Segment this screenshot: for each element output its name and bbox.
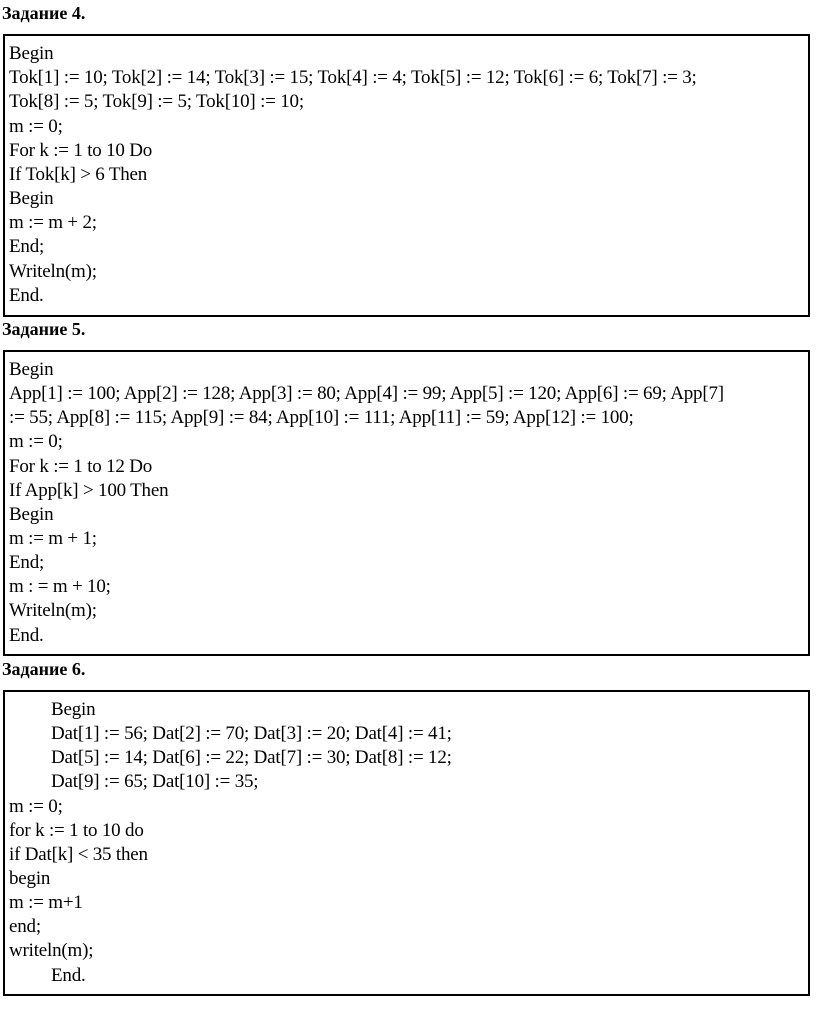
code-line: if Dat[k] < 35 then: [9, 844, 148, 865]
code-line: m := 0;: [9, 116, 63, 137]
code-line: Begin: [51, 699, 96, 720]
code-line: Begin: [9, 359, 54, 380]
code-line: App[1] := 100; App[2] := 128; App[3] := 80; App[4] := 99; App[5] := 120; App[6] := 69; App[7]: [9, 383, 724, 404]
code-line: begin: [9, 868, 51, 889]
code-line: For k := 1 to 10 Do: [9, 140, 153, 161]
code-line: End;: [9, 552, 45, 573]
code-line: Begin: [9, 188, 54, 209]
code-line: m := m+1: [9, 892, 83, 913]
code-line: m := m + 1;: [9, 528, 97, 549]
code-line: end;: [9, 916, 41, 937]
code-line: m := 0;: [9, 796, 63, 817]
code-line: End;: [9, 236, 45, 257]
code-line: writeln(m);: [9, 940, 94, 961]
code-line: m := m + 2;: [9, 212, 97, 233]
code-line: If Tok[k] > 6 Then: [9, 164, 148, 185]
code-line: Tok[1] := 10; Tok[2] := 14; Tok[3] := 15; Tok[4] := 4; Tok[5] := 12; Tok[6] := 6; Tok[7] := 3;: [9, 67, 697, 88]
code-line: End.: [9, 285, 44, 306]
code-line: Begin: [9, 504, 54, 525]
code-line: := 55; App[8] := 115; App[9] := 84; App[10] := 111; App[11] := 59; App[12] := 100;: [9, 407, 634, 428]
task-6-heading: Задание 6.: [2, 659, 86, 679]
code-line: End.: [9, 625, 44, 646]
code-line: For k := 1 to 12 Do: [9, 456, 153, 477]
code-line: Tok[8] := 5; Tok[9] := 5; Tok[10] := 10;: [9, 91, 304, 112]
code-line: If App[k] > 100 Then: [9, 480, 169, 501]
code-line: m : = m + 10;: [9, 576, 111, 597]
task-4-heading: Задание 4.: [2, 3, 86, 23]
code-line: End.: [51, 965, 86, 986]
code-line: Dat[5] := 14; Dat[6] := 22; Dat[7] := 30; Dat[8] := 12;: [51, 747, 452, 768]
code-line: Dat[9] := 65; Dat[10] := 35;: [51, 771, 259, 792]
code-line: Writeln(m);: [9, 261, 97, 282]
code-line: Writeln(m);: [9, 600, 97, 621]
task-5-heading: Задание 5.: [2, 319, 86, 339]
code-line: Dat[1] := 56; Dat[2] := 70; Dat[3] := 20; Dat[4] := 41;: [51, 723, 452, 744]
code-line: for k := 1 to 10 do: [9, 820, 144, 841]
code-line: m := 0;: [9, 431, 63, 452]
code-line: Begin: [9, 43, 54, 64]
